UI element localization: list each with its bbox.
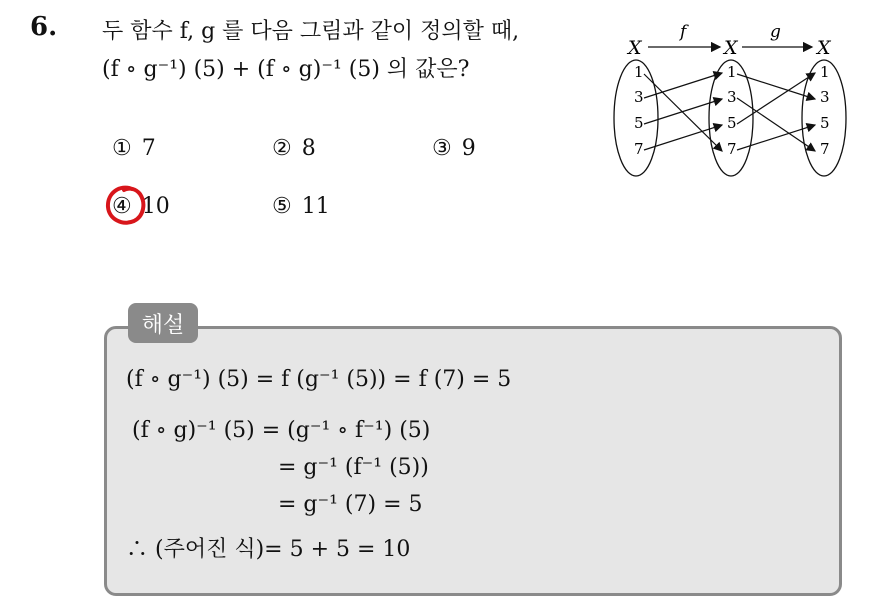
choice-2-value: 8 [301, 136, 316, 161]
solution-tab: 해설 [128, 303, 198, 343]
svg-text:3: 3 [634, 88, 644, 106]
solution-line-1: (f ∘ g⁻¹) (5) = f (g⁻¹ (5)) = f (7) = 5 [126, 367, 512, 392]
map-label-g: g [770, 22, 781, 42]
choice-1-mark: ① [112, 136, 132, 161]
svg-text:7: 7 [820, 140, 830, 158]
choice-2[interactable] [272, 136, 316, 161]
svg-text:5: 5 [634, 114, 644, 132]
choice-2-mark: ② [272, 136, 292, 161]
choice-4-value: 10 [141, 194, 170, 219]
set-label-2: X [724, 37, 738, 59]
map-label-f: f [680, 22, 687, 42]
svg-text:5: 5 [820, 114, 830, 132]
solution-line-5: ∴ (주어진 식)= 5 + 5 = 10 [126, 537, 411, 562]
choice-1-value: 7 [141, 136, 156, 161]
solution-line-4: = g⁻¹ (7) = 5 [278, 492, 423, 517]
choice-3[interactable] [432, 136, 476, 161]
svg-text:5: 5 [727, 114, 737, 132]
answer-circle-mark [102, 181, 150, 229]
solution-line-2: (f ∘ g)⁻¹ (5) = (g⁻¹ ∘ f⁻¹) (5) [132, 418, 431, 443]
set-label-1: X [628, 37, 642, 59]
choice-5-value: 11 [301, 194, 330, 219]
choice-5-mark: ⑤ [272, 194, 292, 219]
svg-text:1: 1 [820, 63, 830, 81]
question-text-line1: 두 함수 f, g 를 다음 그림과 같이 정의할 때, [102, 19, 520, 44]
svg-text:3: 3 [820, 88, 830, 106]
svg-text:7: 7 [727, 140, 737, 158]
svg-text:1: 1 [727, 63, 737, 81]
question-text-line2: (f ∘ g⁻¹) (5) + (f ∘ g)⁻¹ (5) 의 값은? [102, 57, 470, 82]
set-label-3: X [817, 37, 831, 59]
function-mapping-diagram [606, 18, 856, 178]
svg-text:3: 3 [727, 88, 737, 106]
choice-4-mark: ④ [112, 194, 132, 219]
choice-1[interactable] [112, 136, 156, 161]
choice-5[interactable] [272, 194, 330, 219]
svg-text:1: 1 [634, 63, 644, 81]
choice-3-value: 9 [461, 136, 476, 161]
question-number: 6. [30, 12, 58, 42]
solution-line-3: = g⁻¹ (f⁻¹ (5)) [278, 455, 429, 480]
svg-text:7: 7 [634, 140, 644, 158]
choice-3-mark: ③ [432, 136, 452, 161]
